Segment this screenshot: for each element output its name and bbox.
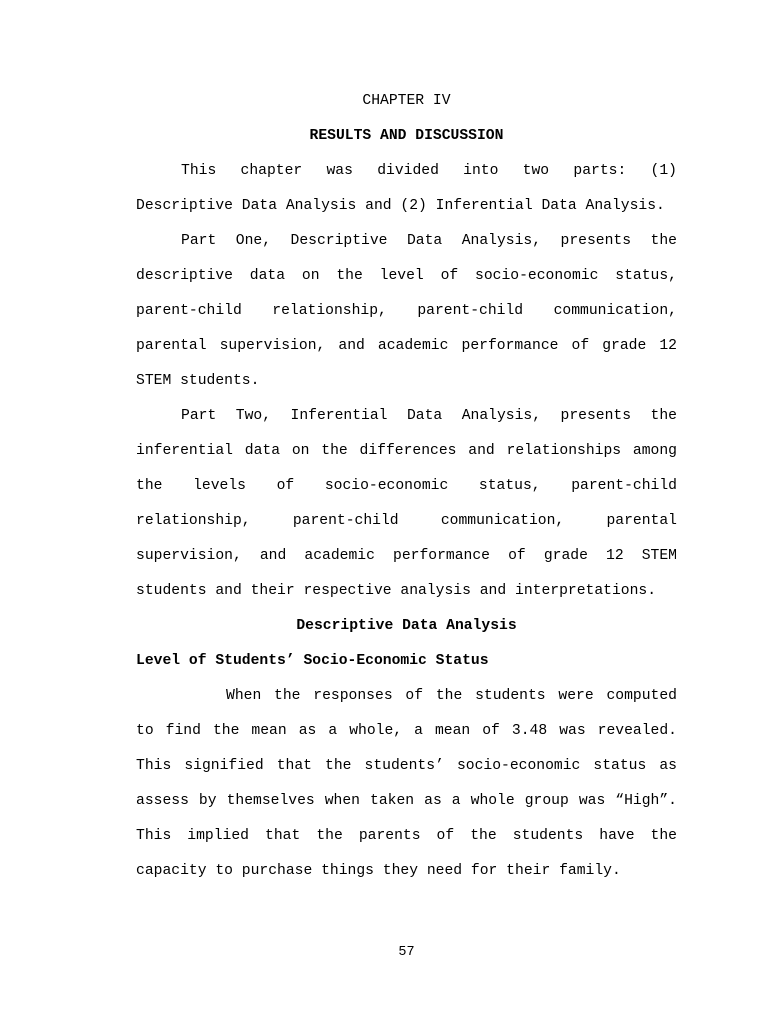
chapter-label: CHAPTER IV [362,93,451,109]
subsection-heading: Level of Students’ Socio-Economic Status [136,653,489,669]
paragraph-line: descriptive data on the level of socio-economic status, [136,268,677,284]
part-two-paragraph [136,399,677,609]
paragraph-line: parental supervision, and academic performance of grade 12 [136,338,677,354]
page-number: 57 [398,945,415,960]
paragraph-line: supervision, and academic performance of grade 12 STEM [136,548,677,564]
paragraph-line: This implied that the parents of the students have the [136,828,677,844]
ses-paragraph [136,679,677,889]
paragraph-line: This chapter was divided into two parts: (1) [181,163,677,179]
part-one-paragraph [136,224,677,399]
paragraph-line: the levels of socio-economic status, parent-child [136,478,677,494]
paragraph-line: When the responses of the students were computed [226,688,677,704]
paragraph-line: STEM students. [136,373,260,389]
paragraph-line: inferential data on the differences and relationships among [136,443,677,459]
chapter-title: RESULTS AND DISCUSSION [309,128,504,144]
paragraph-line: capacity to purchase things they need for their family. [136,863,621,879]
page-body [136,84,677,889]
section-heading: Descriptive Data Analysis [296,618,517,634]
paragraph-line: students and their respective analysis and interpretations. [136,583,657,599]
paragraph-line: assess by themselves when taken as a whole group was “High”. [136,793,677,809]
intro-paragraph [136,154,677,224]
paragraph-line: Part Two, Inferential Data Analysis, presents the [181,408,677,424]
paragraph-line: parent-child relationship, parent-child communication, [136,303,677,319]
paragraph-line: to find the mean as a whole, a mean of 3.48 was revealed. [136,723,677,739]
paragraph-line: Part One, Descriptive Data Analysis, presents the [181,233,677,249]
paragraph-line: Descriptive Data Analysis and (2) Inferential Data Analysis. [136,198,665,214]
paragraph-line: This signified that the students’ socio-economic status as [136,758,677,774]
paragraph-line: relationship, parent-child communication, parental [136,513,677,529]
